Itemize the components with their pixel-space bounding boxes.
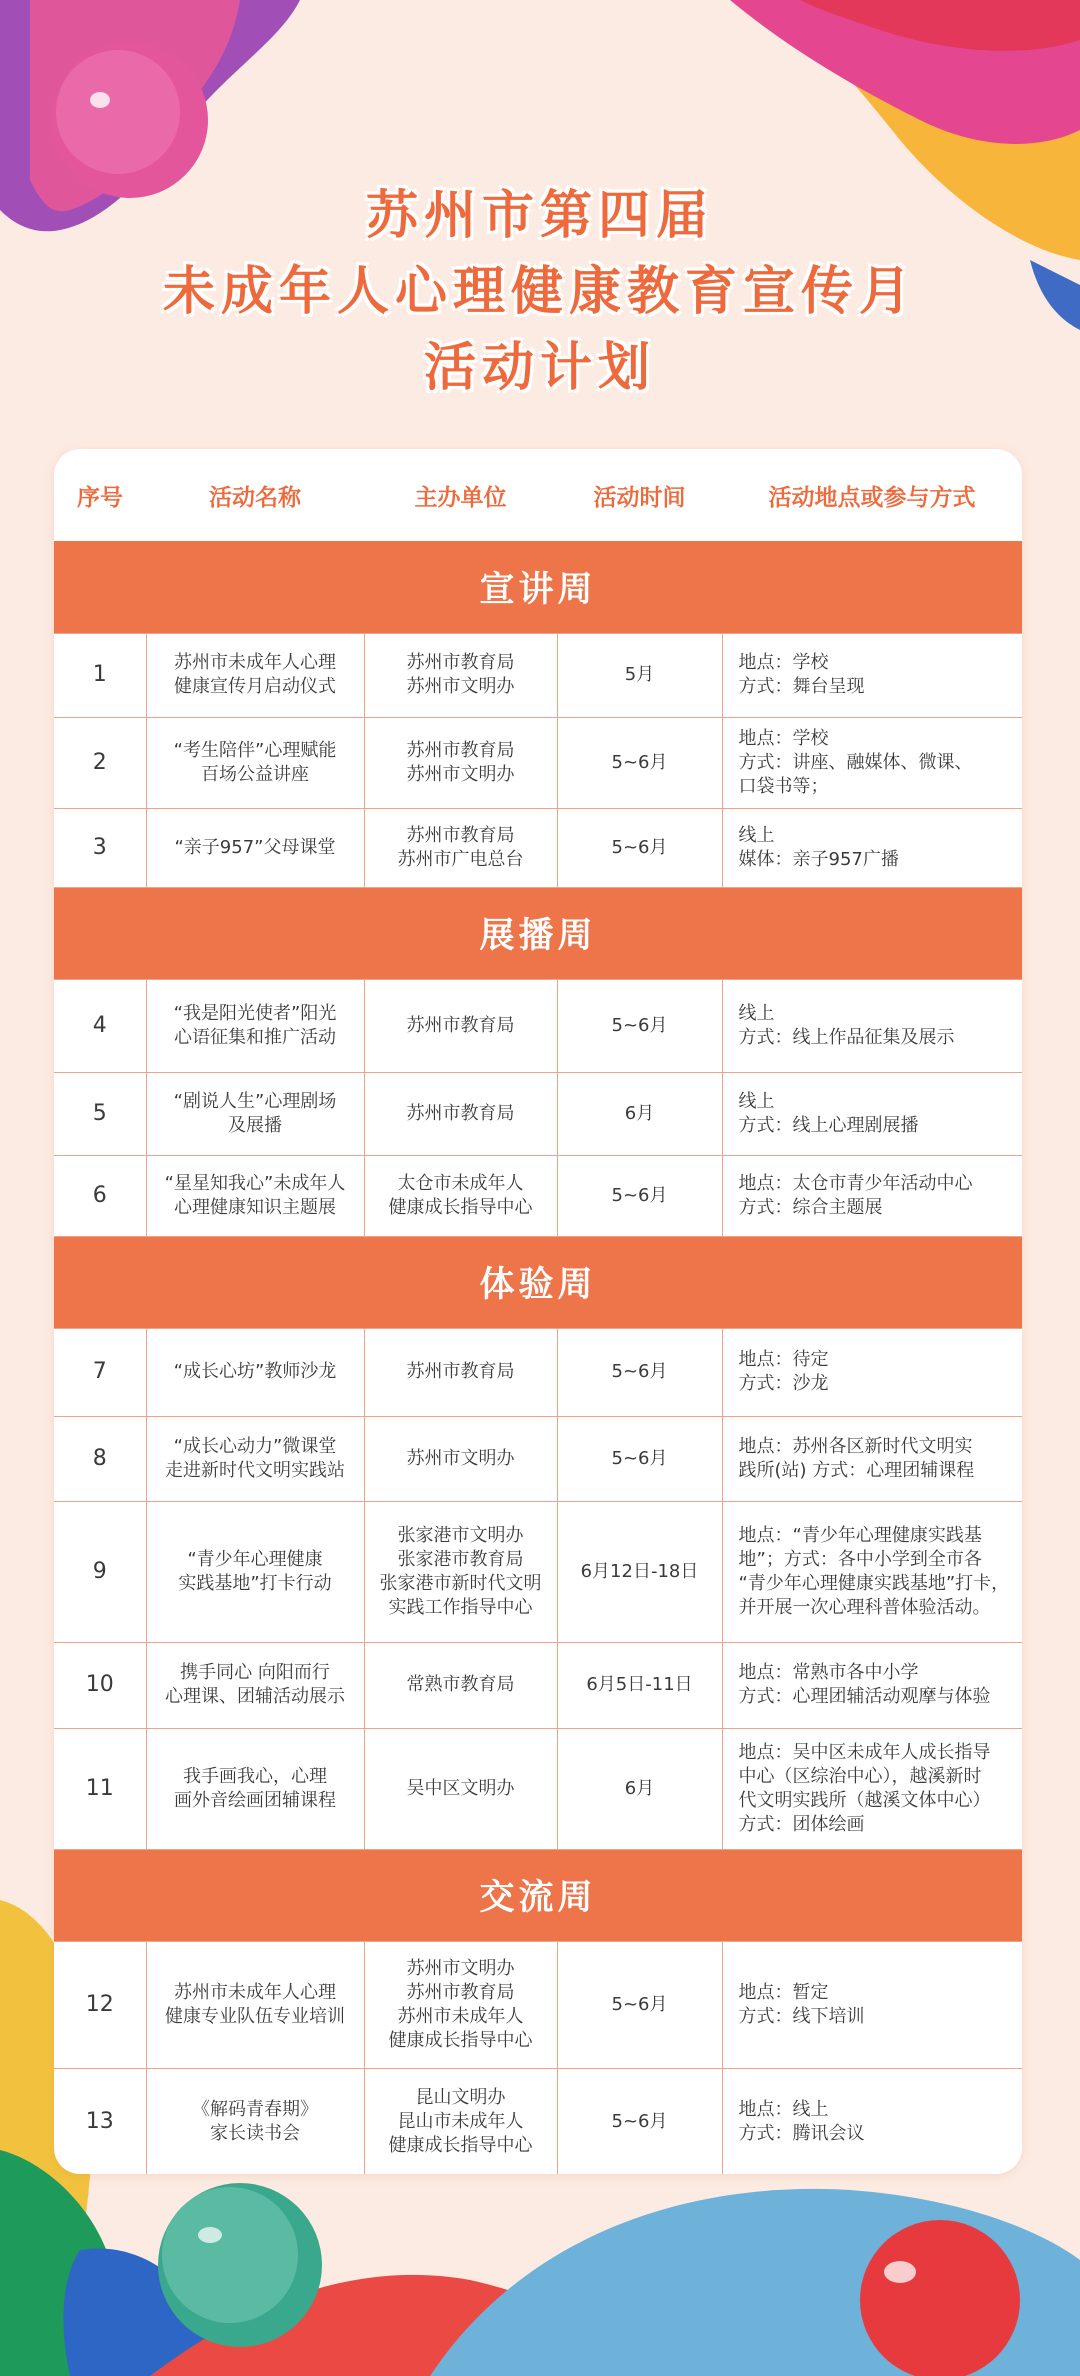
cell-no: 2	[54, 717, 146, 808]
section-title: 体验周	[54, 1236, 1022, 1328]
cell-org: 苏州市教育局 苏州市文明办	[364, 717, 557, 808]
cell-no: 12	[54, 1941, 146, 2068]
cell-no: 5	[54, 1072, 146, 1155]
header-place: 活动地点或参与方式	[768, 484, 976, 511]
table-row	[54, 1328, 1022, 1416]
cell-time: 5~6月	[557, 1155, 722, 1236]
section-title: 交流周	[54, 1849, 1022, 1941]
cell-org: 苏州市教育局	[364, 979, 557, 1072]
cell-org: 苏州市教育局 苏州市广电总台	[364, 808, 557, 887]
cell-org: 苏州市教育局	[364, 1072, 557, 1155]
cell-no: 10	[54, 1642, 146, 1728]
cell-place: 地点：暂定 方式：线下培训	[722, 1941, 1022, 2068]
section-title: 展播周	[54, 887, 1022, 979]
cell-org: 苏州市文明办 苏州市教育局 苏州市未成年人 健康成长指导中心	[364, 1941, 557, 2068]
header-name: 活动名称	[209, 484, 301, 511]
cell-place: 地点：学校 方式：舞台呈现	[722, 633, 1022, 717]
cell-no: 4	[54, 979, 146, 1072]
cell-place: 线上 方式：线上心理剧展播	[722, 1072, 1022, 1155]
table-header-row	[54, 449, 1022, 541]
table-row	[54, 1416, 1022, 1501]
cell-no: 11	[54, 1728, 146, 1849]
table-row	[54, 1642, 1022, 1728]
cell-place: 地点：太仓市青少年活动中心 方式：综合主题展	[722, 1155, 1022, 1236]
cell-org: 太仓市未成年人 健康成长指导中心	[364, 1155, 557, 1236]
table-row	[54, 2068, 1022, 2174]
table-row	[54, 808, 1022, 887]
cell-place: 地点：常熟市各中小学 方式：心理团辅活动观摩与体验	[722, 1642, 1022, 1728]
cell-name: “剧说人生”心理剧场 及展播	[146, 1072, 364, 1155]
cell-org: 常熟市教育局	[364, 1642, 557, 1728]
cell-time: 5~6月	[557, 808, 722, 887]
cell-name: “我是阳光使者”阳光 心语征集和推广活动	[146, 979, 364, 1072]
section-header	[54, 1236, 1022, 1328]
header-time: 活动时间	[593, 484, 686, 511]
cell-place: 地点：学校 方式：讲座、融媒体、微课、 口袋书等；	[722, 717, 1022, 808]
cell-name: 《解码青春期》 家长读书会	[146, 2068, 364, 2174]
section-header	[54, 541, 1022, 633]
table-row	[54, 979, 1022, 1072]
ball-highlight	[90, 92, 110, 108]
cell-time: 5月	[557, 633, 722, 717]
section-header	[54, 1849, 1022, 1941]
cell-name: 我手画我心，心理 画外音绘画团辅课程	[146, 1728, 364, 1849]
cell-no: 1	[54, 633, 146, 717]
section-title: 宣讲周	[54, 541, 1022, 633]
title-line-1: 苏州市第四届	[365, 186, 714, 246]
cell-no: 3	[54, 808, 146, 887]
cell-no: 13	[54, 2068, 146, 2174]
cell-time: 6月	[557, 1728, 722, 1849]
cell-name: 携手同心 向阳而行 心理课、团辅活动展示	[146, 1642, 364, 1728]
table-row	[54, 1072, 1022, 1155]
cell-no: 8	[54, 1416, 146, 1501]
cell-name: 苏州市未成年人心理 健康宣传月启动仪式	[146, 633, 364, 717]
cell-name: “星星知我心”未成年人 心理健康知识主题展	[146, 1155, 364, 1236]
teal-highlight	[198, 2227, 222, 2243]
table-row	[54, 1941, 1022, 2068]
cell-place: 地点：苏州各区新时代文明实 践所(站) 方式：心理团辅课程	[722, 1416, 1022, 1501]
cell-name: “考生陪伴”心理赋能 百场公益讲座	[146, 717, 364, 808]
cell-place: 地点：待定 方式：沙龙	[722, 1328, 1022, 1416]
cell-no: 9	[54, 1501, 146, 1642]
pink-ball-inner	[56, 50, 180, 174]
cell-time: 5~6月	[557, 2068, 722, 2174]
cell-no: 6	[54, 1155, 146, 1236]
cell-name: “成长心坊”教师沙龙	[146, 1328, 364, 1416]
header-org: 主办单位	[414, 484, 507, 511]
table-row	[54, 1728, 1022, 1849]
cell-org: 苏州市文明办	[364, 1416, 557, 1501]
cell-place: 地点：线上 方式：腾讯会议	[722, 2068, 1022, 2174]
cell-time: 6月5日-11日	[557, 1642, 722, 1728]
cell-time: 6月	[557, 1072, 722, 1155]
table-row	[54, 1501, 1022, 1642]
cell-time: 5~6月	[557, 717, 722, 808]
table-row	[54, 633, 1022, 717]
cell-name: “亲子957”父母课堂	[146, 808, 364, 887]
cell-name: “成长心动力”微课堂 走进新时代文明实践站	[146, 1416, 364, 1501]
cell-place: 地点：吴中区未成年人成长指导 中心（区综治中心），越溪新时 代文明实践所（越溪文体中心） 方式：团体绘画	[722, 1728, 1022, 1849]
table-row	[54, 1155, 1022, 1236]
schedule-card	[54, 449, 1022, 2174]
cell-no: 7	[54, 1328, 146, 1416]
cell-name: 苏州市未成年人心理 健康专业队伍专业培训	[146, 1941, 364, 2068]
cell-place: 线上 方式：线上作品征集及展示	[722, 979, 1022, 1072]
cell-time: 5~6月	[557, 1416, 722, 1501]
cell-place: 地点：“青少年心理健康实践基 地”；方式：各中小学到全市各 “青少年心理健康实践基地”打卡， 并开展一次心理科普体验活动。	[722, 1501, 1022, 1642]
page-title	[0, 178, 1080, 406]
cell-org: 苏州市教育局 苏州市文明办	[364, 633, 557, 717]
red-ball-highlight	[884, 2261, 916, 2283]
cell-time: 6月12日-18日	[557, 1501, 722, 1642]
cell-time: 5~6月	[557, 1941, 722, 2068]
cell-name: “青少年心理健康 实践基地”打卡行动	[146, 1501, 364, 1642]
cell-org: 苏州市教育局	[364, 1328, 557, 1416]
red-ball	[860, 2220, 1020, 2376]
cell-time: 5~6月	[557, 979, 722, 1072]
cell-org: 昆山文明办 昆山市未成年人 健康成长指导中心	[364, 2068, 557, 2174]
section-header	[54, 887, 1022, 979]
cell-org: 吴中区文明办	[364, 1728, 557, 1849]
cell-org: 张家港市文明办 张家港市教育局 张家港市新时代文明 实践工作指导中心	[364, 1501, 557, 1642]
title-line-2: 未成年人心理健康教育宣传月	[162, 262, 917, 322]
schedule-table	[54, 449, 1022, 2174]
table-row	[54, 717, 1022, 808]
teal-ball-inner	[162, 2187, 298, 2323]
title-line-3: 活动计划	[423, 338, 656, 398]
cell-time: 5~6月	[557, 1328, 722, 1416]
cell-place: 线上 媒体：亲子957广播	[722, 808, 1022, 887]
header-no: 序号	[77, 484, 123, 511]
